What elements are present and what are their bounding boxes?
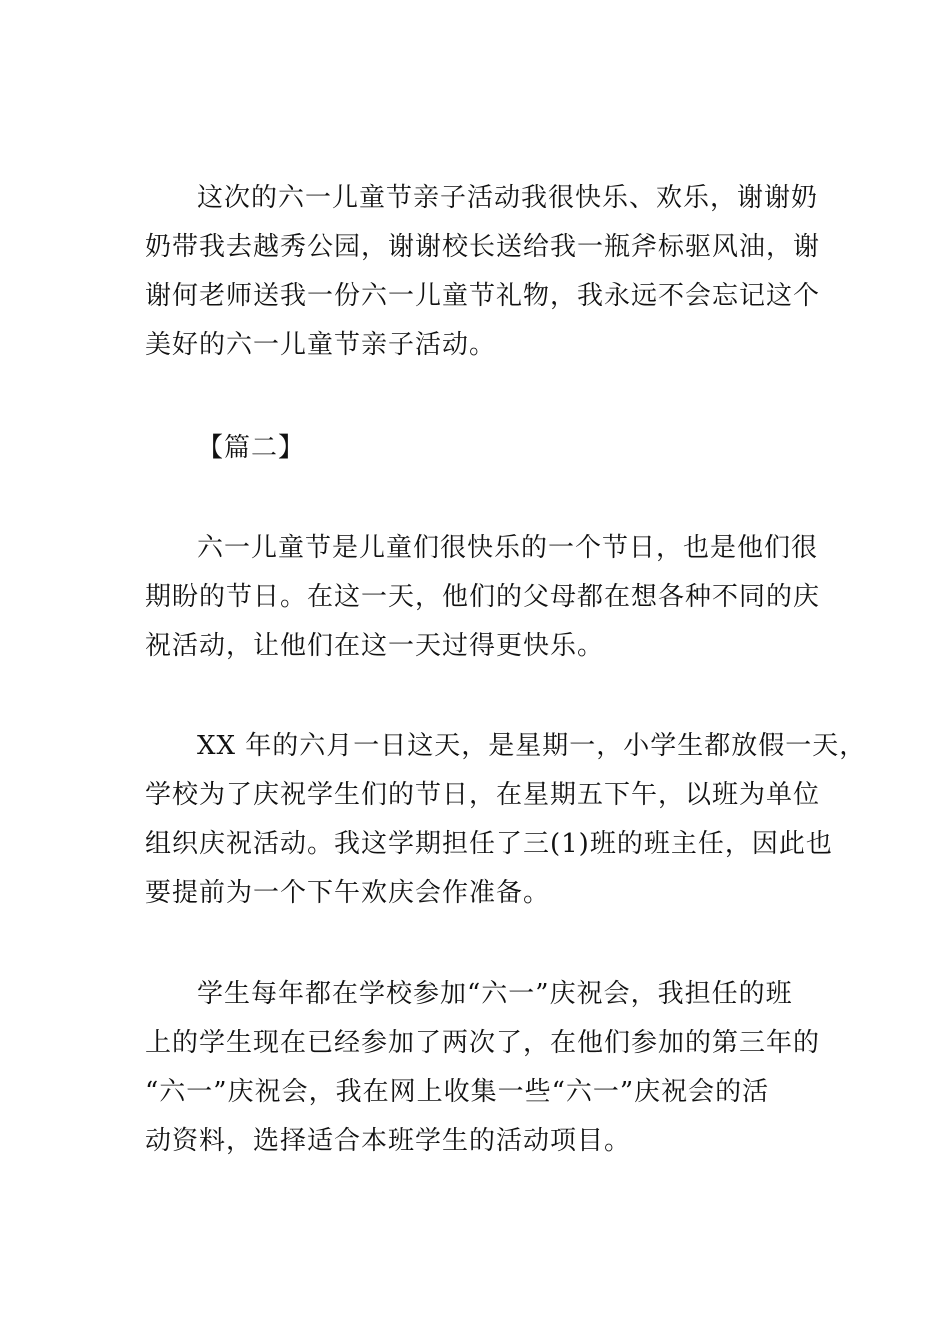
paragraph-line: 奶带我去越秀公园，谢谢校长送给我一瓶斧标驱风油，谢 (145, 232, 821, 262)
paragraph-line: 学校为了庆祝学生们的节日，在星期五下午，以班为单位 (145, 780, 821, 810)
section-heading (197, 424, 877, 473)
paragraph-line: “六一”庆祝会，我在网上收集一些“六一”庆祝会的活 (145, 1077, 770, 1107)
paragraph-line: 六一儿童节是儿童们很快乐的一个节日，也是他们很 (197, 533, 819, 563)
paragraph-line: 美好的六一儿童节亲子活动。 (145, 330, 497, 360)
paragraph-line: 学生每年都在学校参加“六一”庆祝会，我担任的班 (197, 979, 793, 1009)
paragraph-line: 期盼的节日。在这一天，他们的父母都在想各种不同的庆 (145, 582, 821, 612)
paragraph-line: 祝活动，让他们在这一天过得更快乐。 (145, 631, 605, 661)
paragraph-4 (145, 970, 825, 1166)
paragraph-line: 组织庆祝活动。我这学期担任了三(1)班的班主任，因此也 (145, 829, 833, 859)
paragraph-line: XX 年的六月一日这天，是星期一，小学生都放假一天， (197, 731, 867, 761)
section-heading-text: 【篇二】 (197, 433, 306, 463)
paragraph-2 (145, 524, 825, 671)
paragraph-line: 上的学生现在已经参加了两次了，在他们参加的第三年的 (145, 1028, 821, 1058)
paragraph-line: 这次的六一儿童节亲子活动我很快乐、欢乐，谢谢奶 (197, 183, 819, 213)
paragraph-line: 要提前为一个下午欢庆会作准备。 (145, 878, 551, 908)
paragraph-line: 谢何老师送我一份六一儿童节礼物，我永远不会忘记这个 (145, 281, 821, 311)
paragraph-1 (145, 174, 825, 370)
paragraph-line: 动资料，选择适合本班学生的活动项目。 (145, 1126, 632, 1156)
paragraph-3 (145, 722, 867, 918)
